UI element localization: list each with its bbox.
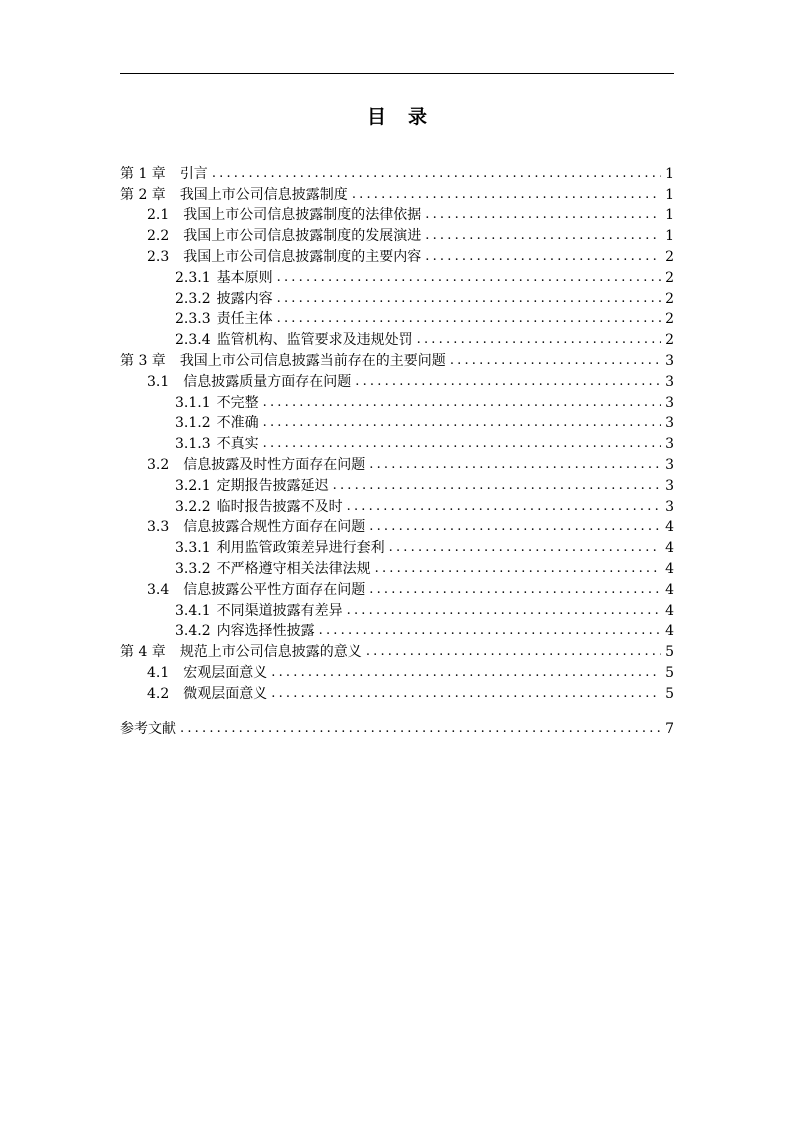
toc-entry-label [175, 289, 273, 309]
toc-entry-text: 规范上市公司信息披露的意义 [179, 644, 362, 661]
toc-entry-label [175, 476, 329, 496]
toc-dot-leader [277, 268, 661, 288]
toc-entry-label [147, 663, 267, 683]
toc-dot-leader [369, 517, 661, 537]
toc-dot-leader [347, 497, 661, 517]
toc-page-number: 2 [665, 311, 674, 328]
toc-entry-text: 我国上市公司信息披露制度的主要内容 [183, 248, 422, 265]
toc-entry-number: 3.3.1 [175, 540, 211, 557]
toc-entry-number: 第 2 章 [120, 186, 166, 203]
toc-entry[interactable] [120, 600, 674, 621]
toc-dot-leader [425, 247, 661, 267]
toc-entry-label [147, 205, 421, 225]
toc-dot-leader [369, 455, 661, 475]
toc-page-number: 7 [665, 720, 674, 737]
toc-entry-number: 2.3.3 [175, 311, 211, 328]
toc-entry[interactable] [120, 329, 674, 350]
toc-entry-number: 3.1.1 [175, 394, 211, 411]
toc-page-number: 5 [665, 664, 674, 681]
toc-page-number: 3 [665, 436, 674, 453]
toc-entry-label [147, 372, 351, 392]
toc-entry[interactable] [120, 371, 674, 392]
toc-entry[interactable] [120, 246, 674, 267]
toc-entry-text: 责任主体 [216, 311, 273, 328]
toc-entry[interactable] [120, 579, 674, 600]
toc-entry-text: 我国上市公司信息披露制度 [179, 186, 348, 203]
toc-dot-leader [212, 164, 661, 184]
toc-dot-leader [425, 226, 661, 246]
toc-entry-label [120, 164, 208, 184]
toc-entry-label [120, 719, 176, 739]
toc-entry-text: 信息披露合规性方面存在问题 [183, 519, 366, 536]
toc-entry-number: 3.4 [147, 581, 170, 598]
toc-page-number: 4 [665, 623, 674, 640]
toc-dot-leader [389, 538, 661, 558]
toc-page-number: 2 [665, 290, 674, 307]
toc-entry-number: 2.3.1 [175, 269, 211, 286]
toc-page-number: 4 [665, 519, 674, 536]
toc-dot-leader [355, 372, 661, 392]
toc-entry[interactable] [120, 475, 674, 496]
toc-entry-text: 我国上市公司信息披露制度的法律依据 [183, 207, 422, 224]
toc-dot-leader [369, 580, 661, 600]
toc-entry-number: 第 3 章 [120, 352, 166, 369]
toc-entry-number: 3.2.1 [175, 477, 211, 494]
title-char-1: 目 [366, 106, 386, 128]
toc-page-number: 1 [665, 165, 674, 182]
toc-entry-label [147, 517, 365, 537]
toc-page-number: 3 [665, 456, 674, 473]
toc-page-number: 4 [665, 560, 674, 577]
toc-page-number: 4 [665, 540, 674, 557]
toc-page-number: 1 [665, 186, 674, 203]
toc-entry-number: 2.3.2 [175, 290, 211, 307]
toc-entry-number: 2.2 [147, 228, 170, 245]
toc-entry[interactable] [120, 558, 674, 579]
toc-dot-leader [277, 289, 661, 309]
toc-dot-leader [180, 719, 661, 739]
toc-dot-leader [271, 663, 661, 683]
toc-entry[interactable] [120, 350, 674, 371]
toc-entry-label [147, 684, 267, 704]
toc-page-number: 5 [665, 685, 674, 702]
toc-entry-text: 披露内容 [216, 290, 273, 307]
toc-entry[interactable] [120, 309, 674, 330]
toc-entry-label [147, 247, 421, 267]
toc-entry[interactable] [120, 288, 674, 309]
toc-entry[interactable] [120, 184, 674, 205]
toc-entry-text: 微观层面意义 [183, 685, 268, 702]
toc-entry[interactable] [120, 537, 674, 558]
toc-entry-text: 我国上市公司信息披露制度的发展演进 [183, 228, 422, 245]
toc-dot-leader [366, 642, 661, 662]
toc-entry-text: 我国上市公司信息披露当前存在的主要问题 [179, 352, 446, 369]
toc-entry-text: 不完整 [216, 394, 259, 411]
toc-entry-number: 3.4.2 [175, 623, 211, 640]
toc-entry-label [120, 351, 446, 371]
toc-page-number: 3 [665, 394, 674, 411]
toc-entry-text: 参考文献 [120, 720, 176, 737]
toc-entry[interactable] [120, 718, 674, 739]
toc-entry[interactable] [120, 413, 674, 434]
toc-entry[interactable] [120, 163, 674, 184]
toc-entry-label [120, 642, 362, 662]
toc-entry-label [175, 538, 385, 558]
toc-entry-text: 定期报告披露延迟 [216, 477, 329, 494]
toc-page-number: 2 [665, 332, 674, 349]
toc-page-number: 2 [665, 269, 674, 286]
toc-page-number: 3 [665, 352, 674, 369]
toc-dot-leader [347, 601, 661, 621]
toc-entry-text: 信息披露及时性方面存在问题 [183, 456, 366, 473]
toc-entry[interactable] [120, 517, 674, 538]
toc-entry-number: 3.1.3 [175, 436, 211, 453]
toc-entry-number: 4.1 [147, 664, 170, 681]
toc-entry-label [147, 455, 365, 475]
toc-entry-text: 不准确 [216, 415, 259, 432]
toc-entry-text: 不同渠道披露有差异 [216, 602, 343, 619]
toc-page-number: 1 [665, 228, 674, 245]
toc-entry-text: 不真实 [216, 436, 259, 453]
toc-page-number: 2 [665, 248, 674, 265]
toc-entry-number: 3.2.2 [175, 498, 211, 515]
toc-entry-number: 2.1 [147, 207, 170, 224]
toc-entry[interactable] [120, 662, 674, 683]
toc-entry-label [175, 393, 259, 413]
toc-dot-leader [263, 393, 661, 413]
toc-entry[interactable] [120, 683, 674, 704]
toc-entry-text: 利用监管政策差异进行套利 [216, 540, 385, 557]
toc-entry[interactable] [120, 496, 674, 517]
toc-entry-label [175, 434, 259, 454]
toc-dot-leader [352, 185, 661, 205]
toc-entry-number: 3.1.2 [175, 415, 211, 432]
toc-entry-number: 4.2 [147, 685, 170, 702]
toc-page-number: 5 [665, 644, 674, 661]
toc-entry-number: 第 1 章 [120, 165, 166, 182]
toc-entry[interactable] [120, 621, 674, 642]
toc-page-number: 3 [665, 373, 674, 390]
toc-entry-label [175, 413, 259, 433]
toc-entry[interactable] [120, 433, 674, 454]
toc-entry-number: 3.3 [147, 519, 170, 536]
toc-dot-leader [375, 559, 661, 579]
toc-dot-leader [319, 621, 661, 641]
toc-entry-label [120, 185, 348, 205]
toc-dot-leader [333, 476, 661, 496]
toc-entry-text: 引言 [179, 165, 208, 182]
toc-entry-label [175, 330, 413, 350]
toc-entry-number: 2.3 [147, 248, 170, 265]
toc-entry-text: 内容选择性披露 [216, 623, 315, 640]
toc-entry-number: 3.4.1 [175, 602, 211, 619]
toc-entry-text: 宏观层面意义 [183, 664, 268, 681]
toc-entry-number: 2.3.4 [175, 332, 211, 349]
toc-page-number: 3 [665, 415, 674, 432]
page-title [120, 104, 674, 130]
toc-dot-leader [417, 330, 661, 350]
toc-entry[interactable] [120, 225, 674, 246]
toc-entry-text: 信息披露质量方面存在问题 [183, 373, 352, 390]
toc-dot-leader [263, 413, 661, 433]
toc-page-number: 3 [665, 498, 674, 515]
title-char-2: 录 [408, 106, 428, 128]
toc-dot-leader [271, 684, 661, 704]
toc-entry-label [175, 497, 343, 517]
toc-entry-number: 第 4 章 [120, 644, 166, 661]
toc-entry-text: 临时报告披露不及时 [216, 498, 343, 515]
toc-entry-label [175, 601, 343, 621]
toc-page-number: 1 [665, 207, 674, 224]
toc-entry-number: 3.1 [147, 373, 170, 390]
toc-entry[interactable] [120, 392, 674, 413]
toc-entry-label [175, 621, 315, 641]
toc-entry-number: 3.3.2 [175, 560, 211, 577]
toc-entry[interactable] [120, 267, 674, 288]
toc-entry[interactable] [120, 205, 674, 226]
toc-entry-label [147, 580, 365, 600]
toc-entry-text: 不严格遵守相关法律法规 [216, 560, 371, 577]
toc-page-number: 4 [665, 602, 674, 619]
toc-entry-text: 基本原则 [216, 269, 273, 286]
toc-dot-leader [277, 309, 661, 329]
toc-page-number: 4 [665, 581, 674, 598]
toc-entry[interactable] [120, 641, 674, 662]
toc-page-number: 3 [665, 477, 674, 494]
toc-entry-label [175, 268, 273, 288]
toc-entry-label [175, 309, 273, 329]
toc-dot-leader [425, 205, 661, 225]
toc-dot-leader [450, 351, 661, 371]
toc-entry-label [147, 226, 421, 246]
toc-entry-text: 信息披露公平性方面存在问题 [183, 581, 366, 598]
header-rule [120, 73, 674, 74]
table-of-contents [120, 163, 674, 739]
toc-dot-leader [263, 434, 661, 454]
toc-entry[interactable] [120, 454, 674, 475]
toc-entry-number: 3.2 [147, 456, 170, 473]
toc-entry-label [175, 559, 371, 579]
toc-entry-text: 监管机构、监管要求及违规处罚 [216, 332, 413, 349]
